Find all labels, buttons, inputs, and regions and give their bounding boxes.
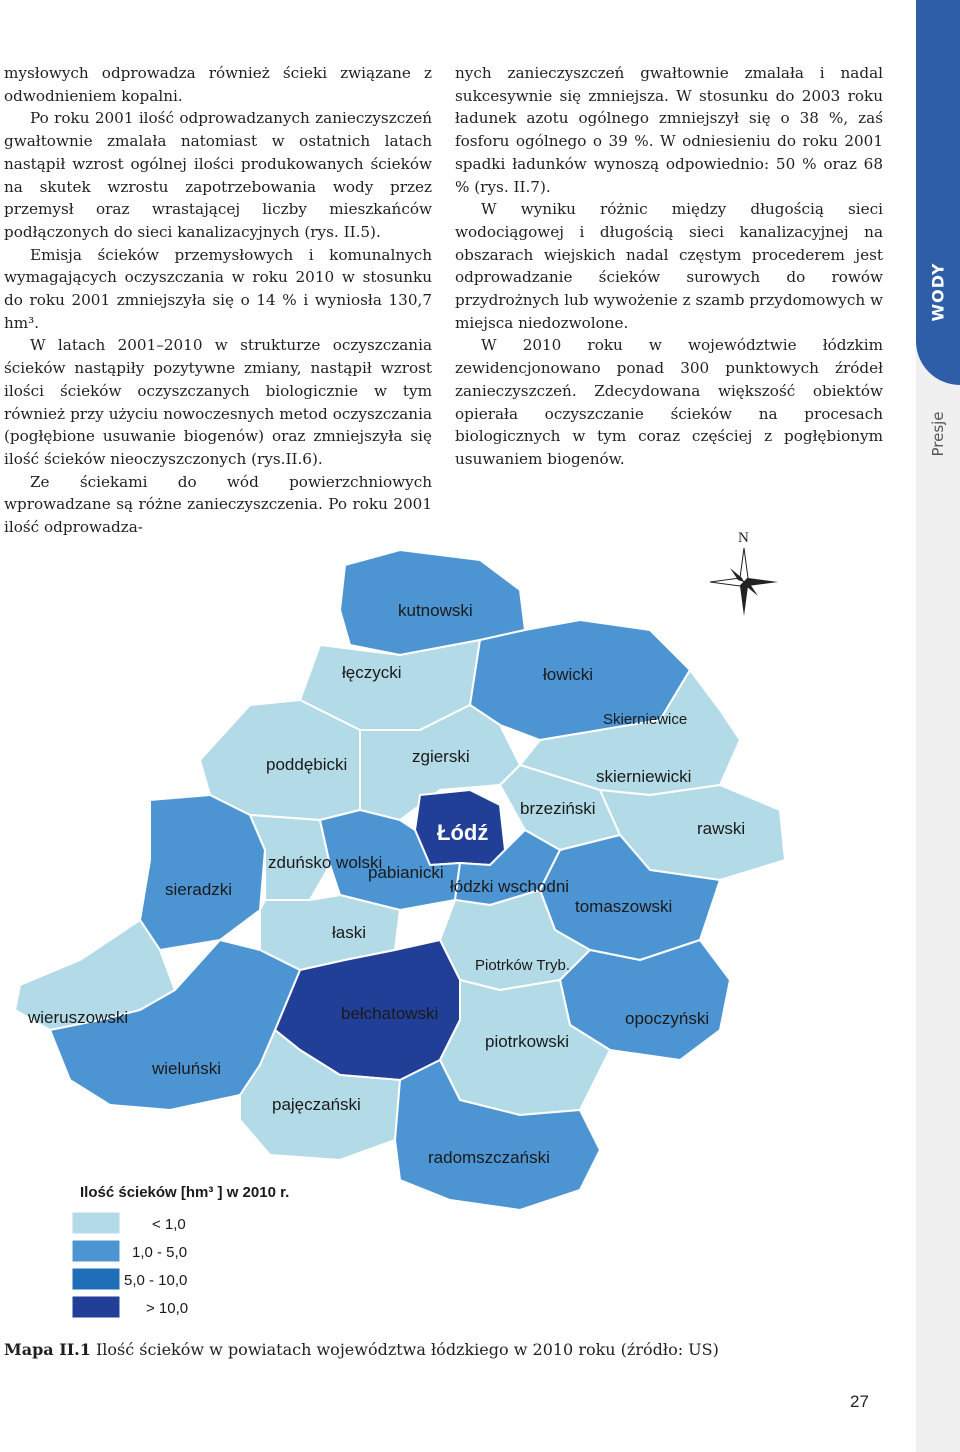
legend-label: > 10,0 — [146, 1300, 189, 1317]
legend-swatch — [72, 1268, 120, 1290]
label-opoczynski: opoczyński — [625, 1009, 710, 1028]
label-brzezinski: brzeziński — [520, 799, 596, 818]
section-tab — [916, 0, 960, 385]
legend-swatch — [72, 1296, 120, 1318]
legend-label: 1,0 - 5,0 — [132, 1244, 188, 1261]
legend-label: < 1,0 — [152, 1216, 186, 1233]
paragraph: Emisja ścieków przemysłowych i komunalnych wymagających oczyszczania w roku 2010 w stosunku do roku 2001 zmniejszyła się o 14 % i wyniosła 130,7 hm³. — [4, 245, 432, 332]
compass-north-label: N — [738, 530, 749, 546]
label-belchatowski: bełchatowski — [341, 1004, 439, 1023]
label-laski: łaski — [332, 923, 367, 942]
label-skierniewicki: skierniewicki — [596, 767, 692, 786]
label-zdunskowolski: zduńsko wolski — [268, 853, 383, 872]
legend-title: Ilość ścieków [hm³ ] w 2010 r. — [80, 1184, 290, 1201]
district-map — [0, 520, 916, 1335]
label-kutnowski: kutnowski — [398, 601, 473, 620]
label-rawski: rawski — [697, 819, 746, 838]
label-wieruszowski: wieruszowski — [28, 1008, 129, 1027]
page-number: 27 — [850, 1392, 869, 1411]
label-sieradzki: sieradzki — [165, 880, 233, 899]
paragraph: W latach 2001–2010 w strukturze oczyszczania ścieków nastąpiły pozytywne zmiany, nastąpił wzrost ilości ścieków oczyszczanych biologicznie w tym również przy użyciu nowoczesnych metod oczyszczania (pogłębione usuwanie biogenów) oraz zmniejszyła się ilość ścieków nieoczyszczonych (rys.II.6). — [4, 336, 432, 468]
compass-rose-icon — [710, 548, 778, 616]
map-caption — [4, 1340, 719, 1359]
label-poddebicki: poddębicki — [266, 755, 348, 774]
paragraph: mysłowych odprowadza również ścieki związane z odwodnieniem kopalni. — [4, 64, 432, 105]
label-skierniewice: Skierniewice — [603, 711, 688, 728]
label-radomszczanski: radomszczański — [428, 1148, 550, 1167]
label-lodzki-wschodni: łódzki wschodni — [450, 877, 570, 896]
caption-prefix: Mapa II.1 — [4, 1340, 91, 1359]
label-wielunski: wieluński — [152, 1059, 221, 1078]
label-pabianicki: pabianicki — [368, 863, 444, 882]
text-column-right — [455, 62, 883, 471]
paragraph: W 2010 roku w województwie łódzkim zewidencjonowano ponad 300 punktowych źródeł zanieczyszczeń. Zdecydowana większość obiektów opierała oczyszczanie ścieków na procesach biologicznych w tym coraz częściej z pogłębionym usuwaniem biogenów. — [455, 336, 883, 468]
paragraph: Po roku 2001 ilość odprowadzanych zanieczyszczeń gwałtownie zmalała natomiast w ostatnich latach nastąpił wzrost ogólnej ilości produkowanych ścieków na skutek wzrostu zapotrzebowania wody przez przemysł oraz wrastającej liczby mieszkańców podłączonych do sieci kanalizacyjnych (rys. II.5). — [4, 109, 432, 241]
legend-swatch — [72, 1212, 120, 1234]
paragraph: Ze ściekami do wód powierzchniowych wprowadzane są różne zanieczyszczenia. Po roku 2001 ilość odprowadza- — [4, 472, 432, 537]
subsection-label: Presje — [929, 411, 947, 457]
district-sieradzki — [140, 795, 265, 950]
label-piotrkow: Piotrków Tryb. — [475, 957, 571, 974]
label-leczycki: łęczycki — [342, 663, 402, 682]
caption-text: Ilość ścieków w powiatach województwa łódzkiego w 2010 roku (źródło: US) — [90, 1340, 719, 1359]
section-tab-label: WODY — [928, 262, 948, 322]
paragraph: W wyniku różnic między długością sieci wodociągowej i długością sieci kanalizacyjnej na obszarach wiejskich nadal częstym procederem jest odprowadzanie ścieków surowych do rowów przydrożnych lub wywożenie z szamb przydomowych w miejsca niedozwolone. — [455, 200, 883, 332]
text-column-left — [4, 62, 432, 539]
label-lodz: Łódź — [437, 820, 489, 845]
legend-swatch — [72, 1240, 120, 1262]
legend-label: 5,0 - 10,0 — [124, 1272, 188, 1289]
label-zgierski: zgierski — [412, 747, 470, 766]
label-piotrkowski: piotrkowski — [485, 1032, 570, 1051]
paragraph: nych zanieczyszczeń gwałtownie zmalała i nadal sukcesywnie się zmniejsza. W stosunku do 2003 roku ładunek azotu ogólnego zmniejszył się o 38 %, zaś fosforu ogólnego o 39 %. W odniesieniu do roku 2001 spadki ładunków wynoszą odpowiednio: 50 % oraz 68 % (rys. II.7). — [455, 64, 883, 196]
label-pajeczanski: pajęczański — [272, 1095, 361, 1114]
label-tomaszowski: tomaszowski — [575, 897, 673, 916]
label-lowicki: łowicki — [543, 665, 594, 684]
